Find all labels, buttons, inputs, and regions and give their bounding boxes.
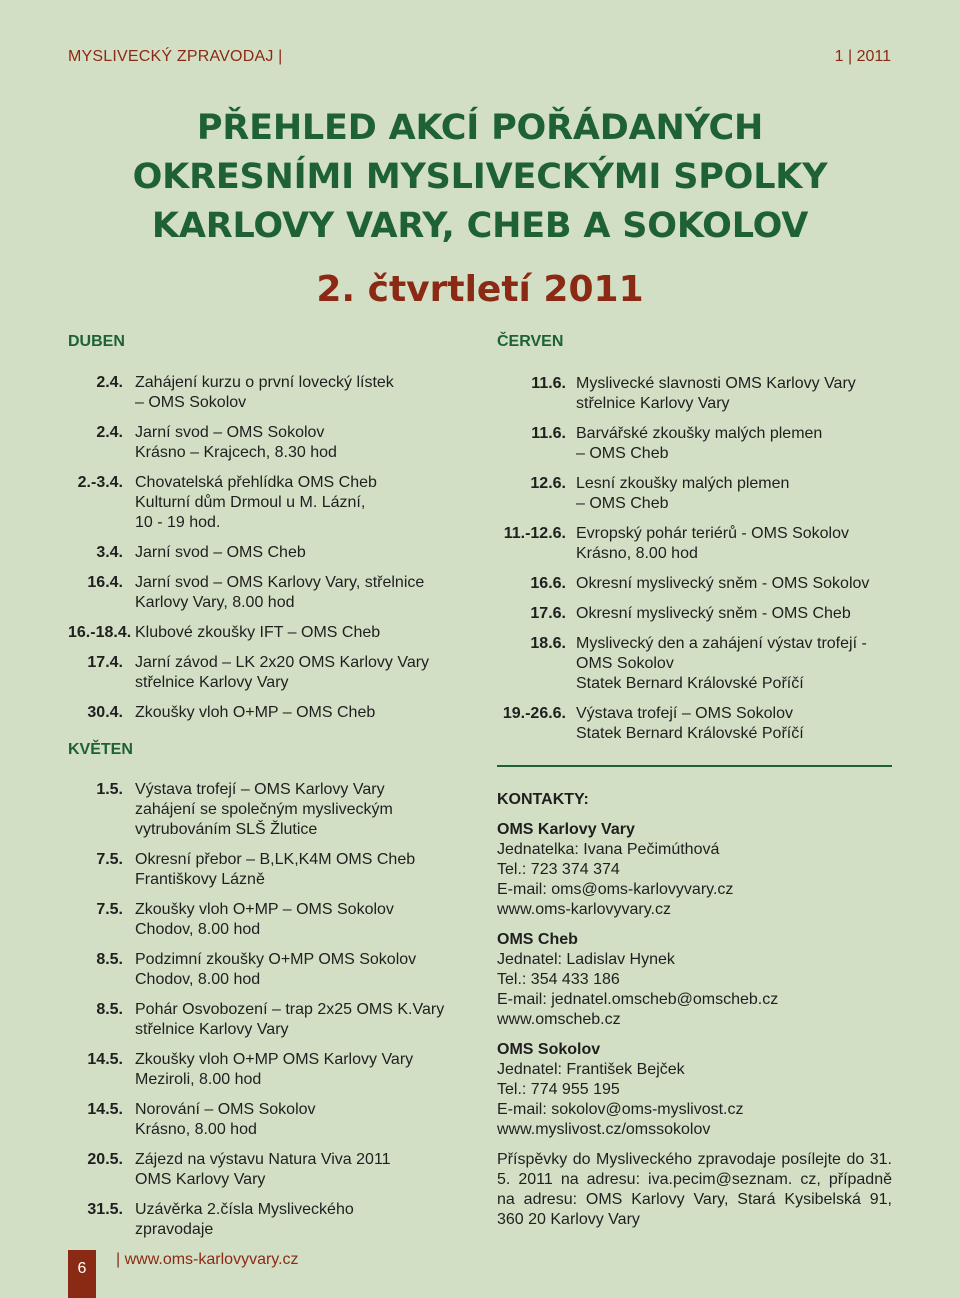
contact-block [497, 1040, 892, 1140]
event-item [68, 623, 468, 643]
event-line: střelnice Karlovy Vary [135, 1021, 289, 1038]
event-date: 30.4. [87, 704, 123, 721]
event-description [135, 1150, 468, 1190]
event-item [497, 704, 892, 744]
event-date: 11.6. [531, 375, 566, 392]
event-line: střelnice Karlovy Vary [576, 395, 730, 412]
event-item [68, 900, 468, 940]
divider [497, 765, 892, 767]
event-description [135, 423, 468, 463]
event-item [68, 573, 468, 613]
contact-block [497, 930, 892, 1030]
event-line: Statek Bernard Královské Poříčí [576, 725, 804, 742]
event-date: 14.5. [87, 1101, 123, 1118]
event-item [68, 473, 468, 533]
event-line: 10 - 19 hod. [135, 514, 221, 531]
event-item [68, 1200, 468, 1240]
event-line: Kulturní dům Drmoul u M. Lázní, [135, 494, 366, 511]
event-line: Klubové zkoušky IFT – OMS Cheb [135, 624, 381, 641]
event-line: vytrubováním SLŠ Žlutice [135, 821, 318, 838]
month-heading-cerven: ČERVEN [497, 333, 564, 350]
event-description [135, 623, 468, 643]
event-date: 16.4. [87, 574, 123, 591]
event-date: 17.4. [87, 654, 123, 671]
event-list-duben [68, 373, 468, 723]
event-item [68, 423, 468, 463]
contact-line: E-mail: oms@oms-karlovyvary.cz [497, 881, 734, 898]
event-description [576, 374, 892, 414]
event-item [497, 604, 892, 624]
event-item [497, 424, 892, 464]
event-date: 7.5. [96, 901, 123, 918]
event-date: 20.5. [87, 1151, 123, 1168]
event-line: – OMS Cheb [576, 495, 669, 512]
event-item [497, 634, 892, 694]
event-line: Myslivecký den a zahájení výstav trofejí - [576, 635, 867, 652]
event-line: Karlovy Vary, 8.00 hod [135, 594, 295, 611]
event-description [135, 703, 468, 723]
event-item [68, 1150, 468, 1190]
event-description [576, 604, 892, 624]
event-description [576, 634, 892, 694]
event-line: zpravodaje [135, 1221, 214, 1238]
event-description [576, 574, 892, 594]
event-line: Uzávěrka 2.čísla Mysliveckého [135, 1201, 354, 1218]
contact-list [497, 820, 892, 1140]
contact-line: Jednatel: Ladislav Hynek [497, 951, 675, 968]
event-list-kveten [68, 780, 468, 1240]
event-line: Krásno, 8.00 hod [135, 1121, 257, 1138]
contact-line: E-mail: jednatel.omscheb@omscheb.cz [497, 991, 779, 1008]
contact-line: Jednatel: František Bejček [497, 1061, 685, 1078]
event-date: 8.5. [96, 951, 123, 968]
page-number: 6 [77, 1260, 87, 1277]
event-line: zahájení se společným mysliveckým [135, 801, 393, 818]
event-description [135, 653, 468, 693]
event-item [68, 1050, 468, 1090]
event-description [135, 573, 468, 613]
left-column [68, 332, 468, 1250]
event-date: 2.4. [96, 424, 123, 441]
event-item [68, 1100, 468, 1140]
event-line: Chodov, 8.00 hod [135, 971, 261, 988]
event-description [135, 1200, 468, 1240]
event-item [497, 574, 892, 594]
event-line: Zahájení kurzu o první lovecký lístek [135, 374, 394, 391]
event-line: Pohár Osvobození – trap 2x25 OMS K.Vary [135, 1001, 445, 1018]
event-date: 16.-18.4. [68, 624, 132, 641]
event-line: Statek Bernard Královské Poříčí [576, 675, 804, 692]
event-item [497, 474, 892, 514]
event-item [497, 374, 892, 414]
event-date: 3.4. [96, 544, 123, 561]
event-line: Zájezd na výstavu Natura Viva 2011 [135, 1151, 391, 1168]
event-description [576, 704, 892, 744]
event-description [135, 950, 468, 990]
title-line: OKRESNÍMI MYSLIVECKÝMI SPOLKY [132, 157, 828, 197]
event-item [68, 653, 468, 693]
event-line: Barvářské zkoušky malých plemen [576, 425, 823, 442]
contact-line: Tel.: 354 433 186 [497, 971, 620, 988]
contacts-heading: KONTAKTY: [497, 791, 589, 808]
event-line: OMS Karlovy Vary [135, 1171, 266, 1188]
title-line: PŘEHLED AKCÍ POŘÁDANÝCH [196, 108, 764, 148]
event-description [576, 424, 892, 464]
event-description [135, 900, 468, 940]
month-heading-kveten: KVĚTEN [68, 741, 133, 758]
page-number-badge [68, 1250, 96, 1298]
event-line: Výstava trofejí – OMS Sokolov [576, 705, 793, 722]
title-line: KARLOVY VARY, CHEB A SOKOLOV [151, 206, 809, 246]
event-date: 17.6. [530, 605, 566, 622]
page-title [0, 104, 960, 251]
submission-note: Příspěvky do Mysliveckého zpravodaje posílejte do 31. 5. 2011 na adresu: iva.pecim@seznam. cz, případně na adresu: OMS Karlovy Vary, Stará Kysibelská 91, 360 20 Karlovy Vary [497, 1151, 892, 1228]
header-issue: 1 | 2011 [834, 48, 891, 65]
contact-line: Jednatelka: Ivana Pečimúthová [497, 841, 720, 858]
event-date: 18.6. [530, 635, 566, 652]
event-description [135, 1100, 468, 1140]
event-line: Jarní svod – OMS Karlovy Vary, střelnice [135, 574, 425, 591]
header-publication-name: MYSLIVECKÝ ZPRAVODAJ | [68, 48, 283, 65]
event-item [68, 373, 468, 413]
event-line: Zkoušky vloh O+MP OMS Karlovy Vary [135, 1051, 414, 1068]
event-line: Jarní závod – LK 2x20 OMS Karlovy Vary [135, 654, 430, 671]
event-line: Myslivecké slavnosti OMS Karlovy Vary [576, 375, 856, 392]
event-description [135, 780, 468, 840]
event-description [576, 524, 892, 564]
event-description [135, 1000, 468, 1040]
event-line: Okresní myslivecký sněm - OMS Cheb [576, 605, 851, 622]
event-date: 11.-12.6. [503, 525, 566, 542]
event-description [135, 473, 468, 533]
event-item [68, 950, 468, 990]
event-description [576, 474, 892, 514]
event-date: 16.6. [530, 575, 566, 592]
contact-org-name: OMS Sokolov [497, 1041, 601, 1058]
event-line: Chovatelská přehlídka OMS Cheb [135, 474, 377, 491]
event-line: Podzimní zkoušky O+MP OMS Sokolov [135, 951, 417, 968]
event-line: Jarní svod – OMS Sokolov [135, 424, 325, 441]
contact-org-name: OMS Karlovy Vary [497, 821, 635, 838]
event-list-cerven [497, 374, 892, 744]
event-item [497, 524, 892, 564]
event-line: Okresní přebor – B,LK,K4M OMS Cheb [135, 851, 416, 868]
event-item [68, 850, 468, 890]
event-item [68, 1000, 468, 1040]
event-line: Evropský pohár teriérů - OMS Sokolov [576, 525, 849, 542]
event-line: Meziroli, 8.00 hod [135, 1071, 262, 1088]
event-line: – OMS Sokolov [135, 394, 247, 411]
event-date: 2.4. [96, 374, 123, 391]
event-date: 11.6. [531, 425, 566, 442]
event-line: OMS Sokolov [576, 655, 674, 672]
event-line: Norování – OMS Sokolov [135, 1101, 316, 1118]
contact-line: www.omscheb.cz [497, 1011, 621, 1028]
event-date: 8.5. [96, 1001, 123, 1018]
event-line: Lesní zkoušky malých plemen [576, 475, 790, 492]
footer-website: | www.oms-karlovyvary.cz [116, 1251, 299, 1268]
contact-line: Tel.: 723 374 374 [497, 861, 620, 878]
event-date: 14.5. [87, 1051, 123, 1068]
event-line: Zkoušky vloh O+MP – OMS Cheb [135, 704, 376, 721]
event-line: Chodov, 8.00 hod [135, 921, 261, 938]
event-description [135, 373, 468, 413]
event-description [135, 1050, 468, 1090]
event-line: Františkovy Lázně [135, 871, 265, 888]
contact-line: Tel.: 774 955 195 [497, 1081, 620, 1098]
event-item [68, 703, 468, 723]
event-date: 19.-26.6. [502, 705, 566, 722]
event-line: Výstava trofejí – OMS Karlovy Vary [135, 781, 385, 798]
event-date: 12.6. [530, 475, 566, 492]
contacts-section [497, 790, 892, 1230]
event-line: Okresní myslivecký sněm - OMS Sokolov [576, 575, 870, 592]
event-description [135, 850, 468, 890]
month-heading-duben: DUBEN [68, 333, 125, 350]
event-line: Krásno, 8.00 hod [576, 545, 698, 562]
event-date: 2.-3.4. [77, 474, 123, 491]
page-subtitle: 2. čtvrtletí 2011 [316, 269, 644, 310]
event-line: Jarní svod – OMS Cheb [135, 544, 306, 561]
event-line: Krásno – Krajcech, 8.30 hod [135, 444, 337, 461]
event-date: 7.5. [96, 851, 123, 868]
event-item [68, 543, 468, 563]
event-date: 31.5. [87, 1201, 123, 1218]
event-date: 1.5. [96, 781, 123, 798]
contact-line: www.oms-karlovyvary.cz [497, 901, 671, 918]
event-line: střelnice Karlovy Vary [135, 674, 289, 691]
contact-line: E-mail: sokolov@oms-myslivost.cz [497, 1101, 744, 1118]
event-line: Zkoušky vloh O+MP – OMS Sokolov [135, 901, 394, 918]
contact-block [497, 820, 892, 920]
event-description [135, 543, 468, 563]
contact-line: www.myslivost.cz/omssokolov [497, 1121, 711, 1138]
contact-org-name: OMS Cheb [497, 931, 578, 948]
event-item [68, 780, 468, 840]
event-line: – OMS Cheb [576, 445, 669, 462]
right-column [497, 332, 892, 754]
